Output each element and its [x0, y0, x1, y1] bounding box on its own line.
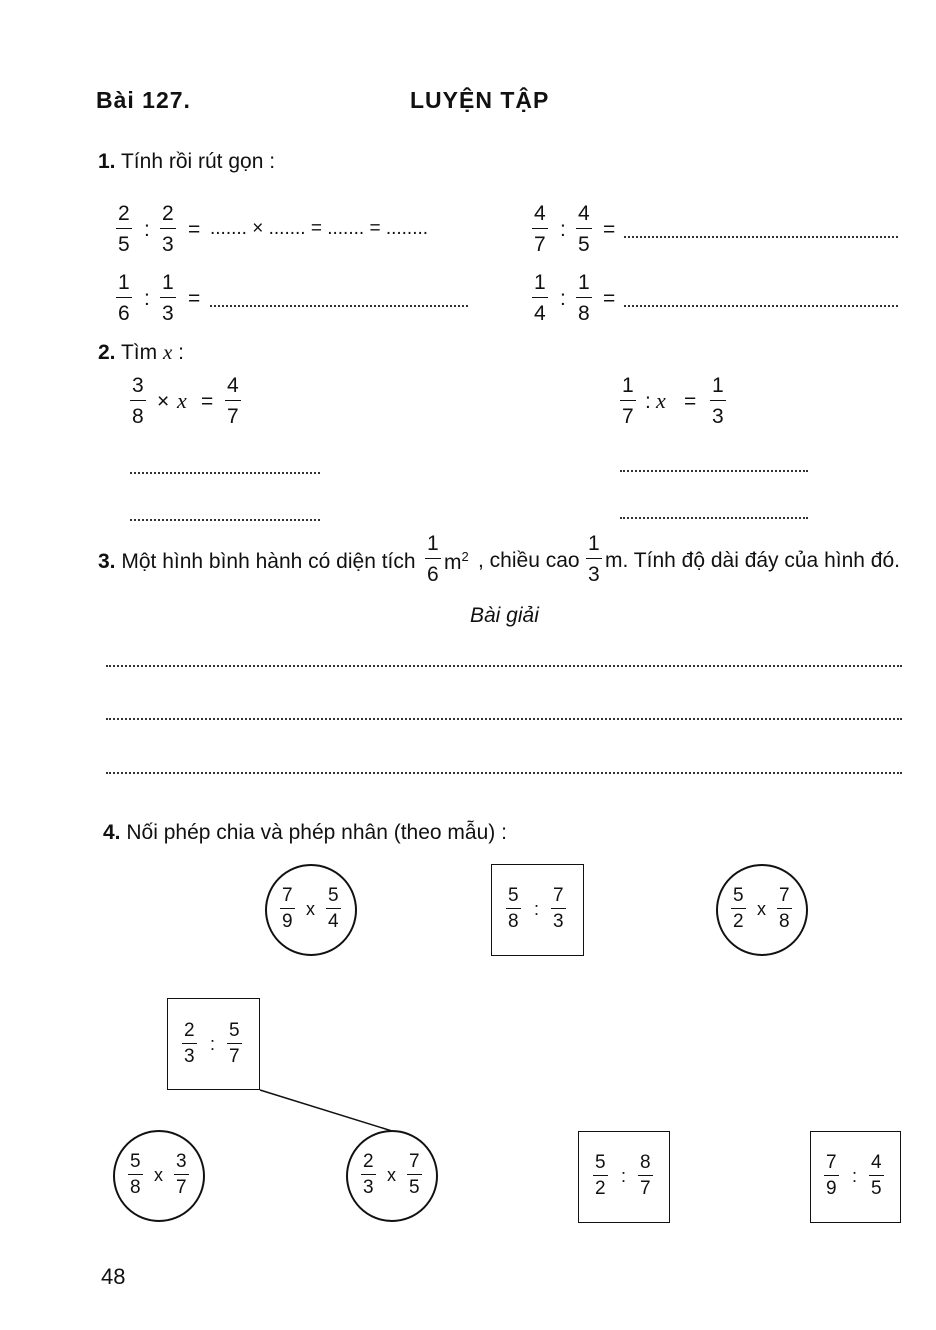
denominator: 7 — [640, 1178, 651, 1199]
ex1a-op: : — [144, 218, 150, 241]
numerator: 7 — [282, 885, 293, 906]
denominator: 8 — [779, 911, 790, 932]
ex2a-x: x — [177, 388, 187, 413]
ex1b-equals: = — [603, 218, 616, 241]
denominator: 5 — [871, 1178, 882, 1199]
denominator: 3 — [184, 1046, 195, 1067]
numerator: 1 — [427, 532, 439, 555]
ex1c-equals: = — [188, 287, 201, 310]
numerator: 7 — [409, 1151, 420, 1172]
ex3-text3: m. Tính độ dài đáy của hình đó. — [605, 549, 900, 572]
numerator: 5 — [328, 885, 339, 906]
bc1-frac1 — [128, 1152, 143, 1197]
ex1b-op: : — [560, 218, 566, 241]
bb2-frac1 — [824, 1153, 839, 1198]
ex1-label: Tính rồi rút gọn : — [120, 150, 276, 173]
numerator: 4 — [534, 202, 546, 225]
bb1-frac1 — [593, 1153, 608, 1198]
denominator: 3 — [363, 1177, 374, 1198]
ex2b-op: : — [645, 390, 651, 413]
ex1d-op: : — [560, 287, 566, 310]
bc2-op: x — [387, 1165, 396, 1185]
denominator: 3 — [162, 302, 174, 325]
numerator: 2 — [184, 1020, 195, 1041]
ex4-number: 4. — [103, 821, 121, 844]
denominator: 3 — [553, 911, 564, 932]
bc1-frac2 — [174, 1152, 189, 1197]
denominator: 8 — [508, 911, 519, 932]
exponent: 2 — [461, 549, 469, 564]
bb1-frac2 — [638, 1153, 653, 1198]
page-number: 48 — [101, 1264, 126, 1289]
denominator: 5 — [409, 1177, 420, 1198]
denominator: 2 — [733, 911, 744, 932]
tc2-op: x — [757, 899, 766, 919]
numerator: 8 — [640, 1152, 651, 1173]
ex2b-equals: = — [684, 390, 697, 413]
denominator: 2 — [595, 1178, 606, 1199]
numerator: 5 — [508, 885, 519, 906]
denominator: 3 — [588, 563, 600, 586]
denominator: 9 — [826, 1178, 837, 1199]
numerator: 1 — [578, 271, 590, 294]
mb-op: : — [210, 1034, 216, 1054]
denominator: 7 — [227, 405, 239, 428]
bb2-op: : — [852, 1166, 858, 1186]
denominator: 3 — [162, 233, 174, 256]
lesson-number: Bài 127. — [96, 87, 191, 113]
numerator: 2 — [363, 1151, 374, 1172]
numerator: 3 — [176, 1151, 187, 1172]
denominator: 6 — [427, 563, 439, 586]
numerator: 1 — [712, 374, 724, 397]
ex3-number: 3. — [98, 550, 116, 573]
ex4-label: Nối phép chia và phép nhân (theo mẫu) : — [126, 821, 507, 844]
numerator: 4 — [227, 374, 239, 397]
numerator: 2 — [162, 202, 174, 225]
denominator: 7 — [176, 1177, 187, 1198]
numerator: 1 — [162, 271, 174, 294]
bb2-frac2 — [869, 1153, 884, 1198]
denominator: 5 — [118, 233, 130, 256]
ex2-colon: : — [178, 341, 184, 364]
denominator: 4 — [534, 302, 546, 325]
denominator: 5 — [578, 233, 590, 256]
numerator: 7 — [826, 1152, 837, 1173]
tb-op: : — [534, 899, 540, 919]
ex1a-equals: = — [188, 218, 201, 241]
numerator: 2 — [118, 202, 130, 225]
page-title: LUYỆN TẬP — [410, 87, 550, 113]
ex2-label: Tìm — [120, 341, 158, 364]
denominator: 7 — [534, 233, 546, 256]
bc2-frac2 — [407, 1152, 422, 1197]
ex1d-equals: = — [603, 287, 616, 310]
denominator: 9 — [282, 911, 293, 932]
ex2a-op: × — [157, 390, 170, 413]
ex2a-equals: = — [201, 390, 214, 413]
ex2b-x: x — [656, 388, 666, 413]
numerator: 1 — [118, 271, 130, 294]
numerator: 5 — [595, 1152, 606, 1173]
bc2-frac1 — [361, 1152, 376, 1197]
ex3-solution-label: Bài giải — [470, 604, 539, 627]
denominator: 4 — [328, 911, 339, 932]
numerator: 1 — [588, 532, 600, 555]
numerator: 5 — [229, 1020, 240, 1041]
ex2-variable: x — [162, 340, 173, 364]
tc1-op: x — [306, 899, 315, 919]
denominator: 3 — [712, 405, 724, 428]
numerator: 7 — [553, 885, 564, 906]
unit: m — [444, 551, 462, 574]
ex1c-op: : — [144, 287, 150, 310]
denominator: 8 — [578, 302, 590, 325]
ex1a-fill[interactable]: ....... × ....... = ....... = ........ — [210, 218, 429, 239]
numerator: 1 — [622, 374, 634, 397]
numerator: 5 — [733, 885, 744, 906]
numerator: 1 — [534, 271, 546, 294]
denominator: 8 — [132, 405, 144, 428]
denominator: 8 — [130, 1177, 141, 1198]
bc1-op: x — [154, 1165, 163, 1185]
numerator: 4 — [871, 1152, 882, 1173]
ex1-number: 1. — [98, 150, 116, 173]
denominator: 7 — [622, 405, 634, 428]
numerator: 7 — [779, 885, 790, 906]
ex2-number: 2. — [98, 341, 116, 364]
numerator: 3 — [132, 374, 144, 397]
bb1-op: : — [621, 1166, 627, 1186]
ex3-text1: Một hình bình hành có diện tích — [121, 550, 416, 573]
numerator: 5 — [130, 1151, 141, 1172]
ex3-text2: , chiều cao — [478, 549, 580, 572]
numerator: 4 — [578, 202, 590, 225]
denominator: 6 — [118, 302, 130, 325]
denominator: 7 — [229, 1046, 240, 1067]
